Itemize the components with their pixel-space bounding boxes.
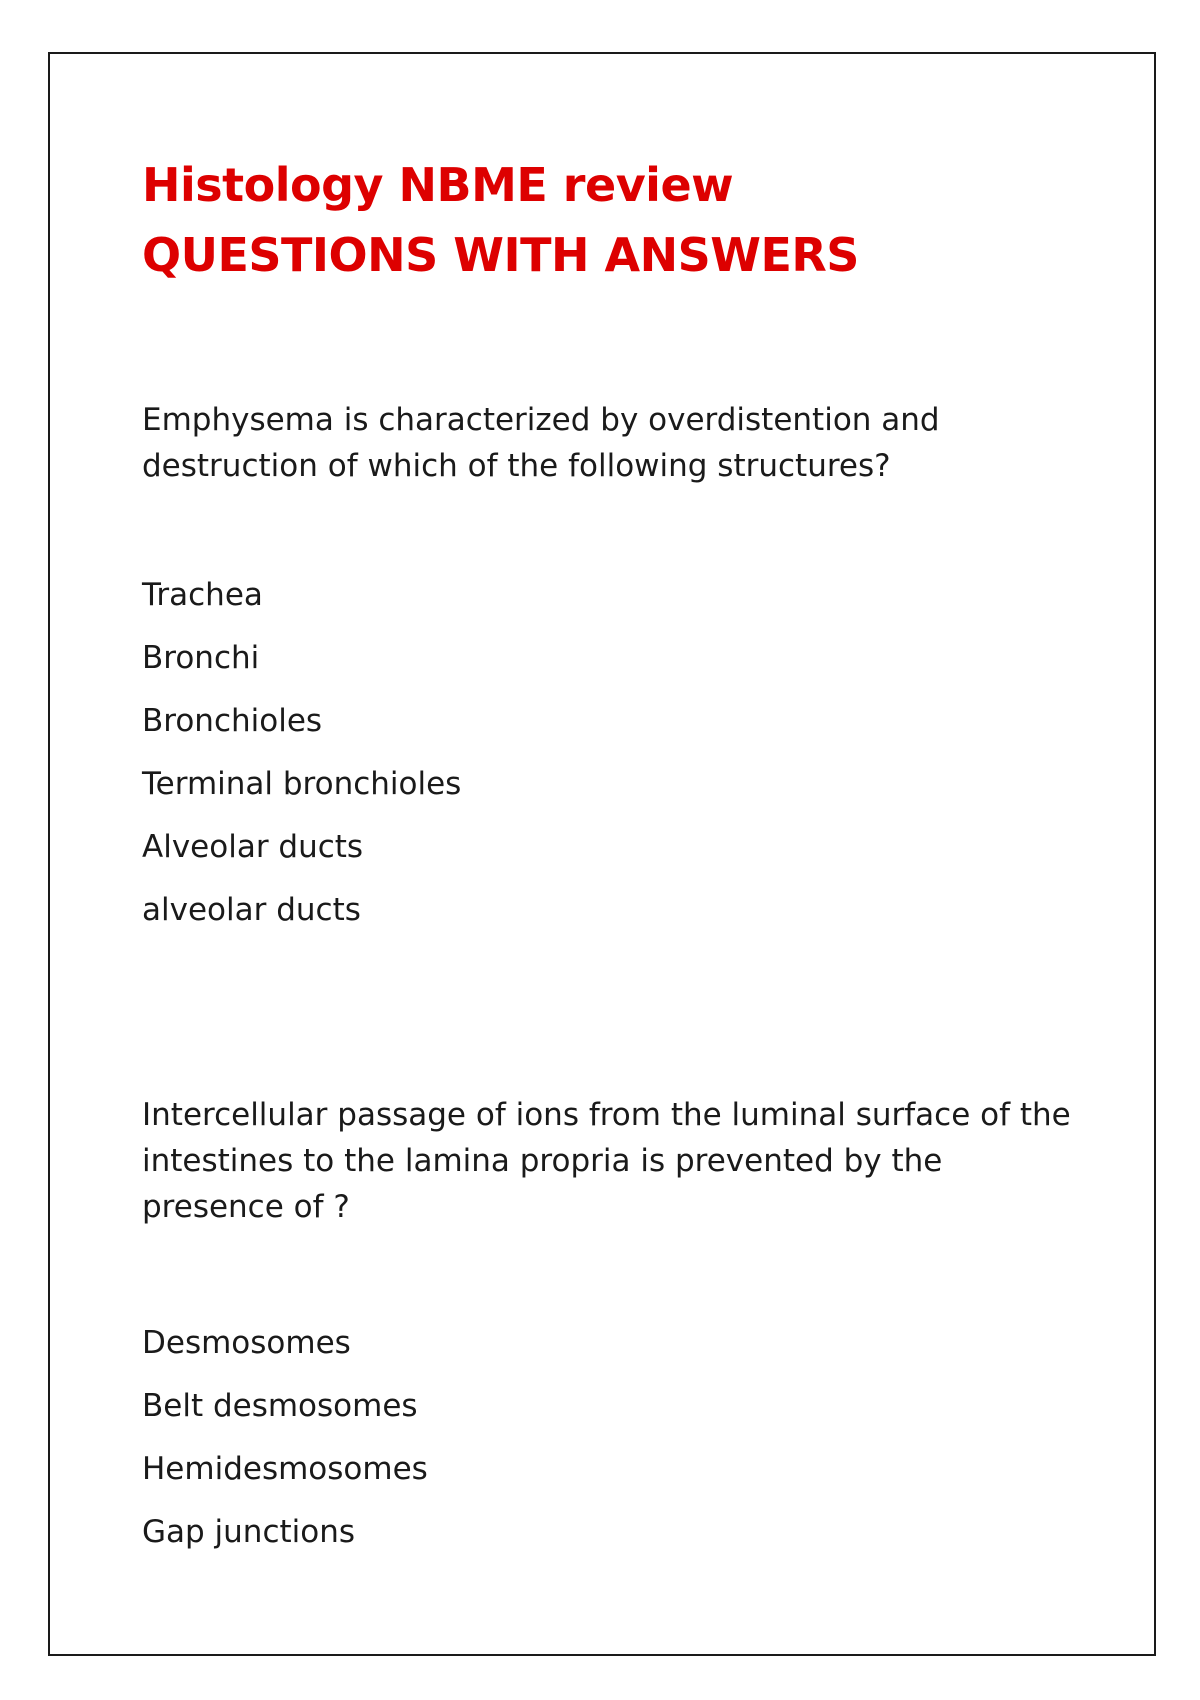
title-line: Histology NBME review — [142, 158, 734, 212]
answer-option: Hemidesmosomes — [142, 1451, 428, 1487]
question-2 — [142, 1092, 1082, 1564]
answer-option: Belt desmosomes — [142, 1388, 418, 1424]
answer-option: alveolar ducts — [142, 892, 361, 928]
title-line: QUESTIONS WITH ANSWERS — [142, 228, 859, 282]
answer-option: Terminal bronchioles — [142, 766, 462, 802]
answer-option: Bronchi — [142, 640, 260, 676]
answer-options — [142, 1312, 1082, 1564]
answer-option: Trachea — [142, 577, 263, 613]
question-text: Intercellular passage of ions from the luminal surface of the intestines to the lamina propria is prevented by the presence of ? — [142, 1097, 1071, 1225]
answer-option: Bronchioles — [142, 703, 323, 739]
document-title — [142, 150, 1082, 290]
question-text: Emphysema is characterized by overdistention and destruction of which of the following structures? — [142, 402, 940, 484]
answer-options — [142, 564, 1082, 942]
answer-option: Desmosomes — [142, 1325, 351, 1361]
answer-option: Gap junctions — [142, 1514, 356, 1550]
answer-option: Alveolar ducts — [142, 829, 364, 865]
document-content — [142, 150, 1082, 1564]
question-1 — [142, 397, 1082, 942]
